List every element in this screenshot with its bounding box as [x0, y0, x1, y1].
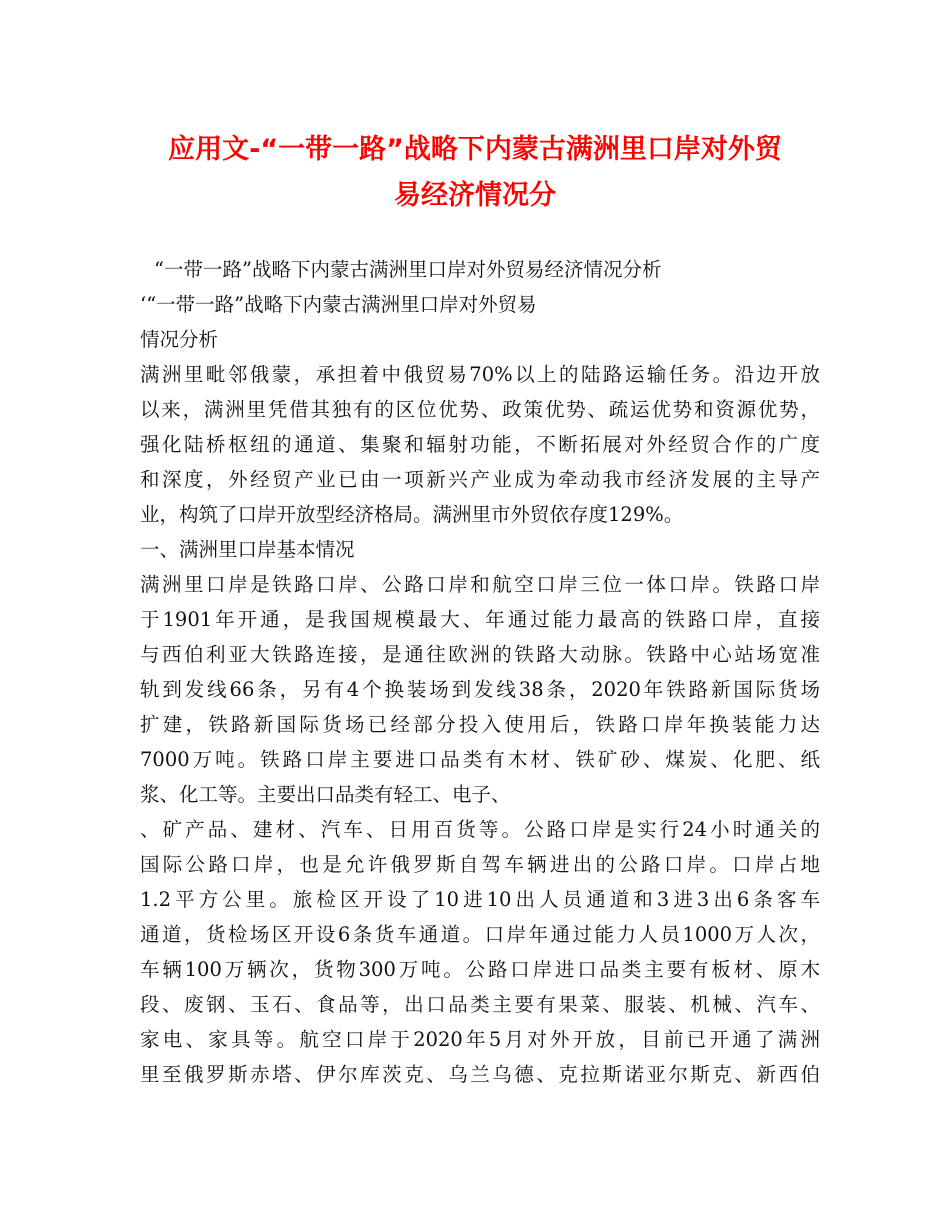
body-line: 浆、化工等。主要出口品类有轻工、电子、	[140, 783, 511, 806]
body-line: 轨到发线66条，另有4个换装场到发线38条，2020年铁路新国际货场	[140, 678, 820, 701]
body-line: 于1901年开通，是我国规模最大、年通过能力最高的铁路口岸，直接	[140, 608, 820, 631]
document-title-line-1: 应用文-“一带一路”战略下内蒙古满洲里口岸对外贸	[168, 134, 782, 165]
section-heading: 一、满洲里口岸基本情况	[140, 538, 355, 561]
body-line: 满洲里毗邻俄蒙，承担着中俄贸易70%以上的陆路运输任务。沿边开放	[140, 363, 820, 386]
body-line: 强化陆桥枢纽的通道、集聚和辐射功能，不断拓展对外经贸合作的广度	[140, 433, 820, 456]
body-line: 通道，货检场区开设6条货车通道。口岸年通过能力人员1000万人次，	[140, 923, 820, 946]
body-line: 业，构筑了口岸开放型经济格局。满洲里市外贸依存度129%。	[140, 503, 684, 526]
body-line: 扩建，铁路新国际货场已经部分投入使用后，铁路口岸年换装能力达	[140, 713, 820, 736]
body-line: 满洲里口岸是铁路口岸、公路口岸和航空口岸三位一体口岸。铁路口岸	[140, 573, 820, 596]
body-line: 、矿产品、建材、汽车、日用百货等。公路口岸是实行24小时通关的	[140, 818, 820, 841]
body-line: 段、废钢、玉石、食品等，出口品类主要有果菜、服装、机械、汽车、	[140, 993, 820, 1016]
body-line: 车辆100万辆次，货物300万吨。公路口岸进口品类主要有板材、原木	[140, 958, 820, 981]
body-line: ‘“一带一路”战略下内蒙古满洲里口岸对外贸易	[140, 293, 537, 316]
body-line: 与西伯利亚大铁路连接，是通往欧洲的铁路大动脉。铁路中心站场宽准	[140, 643, 820, 666]
body-line: 以来，满洲里凭借其独有的区位优势、政策优势、疏运优势和资源优势，	[140, 398, 820, 421]
body-line: 7000万吨。铁路口岸主要进口品类有木材、铁矿砂、煤炭、化肥、纸	[140, 748, 820, 771]
body-line: 国际公路口岸，也是允许俄罗斯自驾车辆进出的公路口岸。口岸占地	[140, 853, 820, 876]
body-line: 里至俄罗斯赤塔、伊尔库茨克、乌兰乌德、克拉斯诺亚尔斯克、新西伯	[140, 1063, 820, 1086]
document-body	[140, 252, 820, 1092]
document-title-line-2: 易经济情况分	[394, 180, 556, 211]
body-line: 和深度，外经贸产业已由一项新兴产业成为牵动我市经济发展的主导产	[140, 468, 820, 491]
subtitle-line: “一带一路”战略下内蒙古满洲里口岸对外贸易经济情况分析	[154, 258, 662, 281]
body-line: 1.2平方公里。旅检区开设了10进10出人员通道和3进3出6条客车	[140, 888, 820, 911]
body-line: 家电、家具等。航空口岸于2020年5月对外开放，目前已开通了满洲	[140, 1028, 820, 1051]
body-line: 情况分析	[140, 328, 219, 351]
